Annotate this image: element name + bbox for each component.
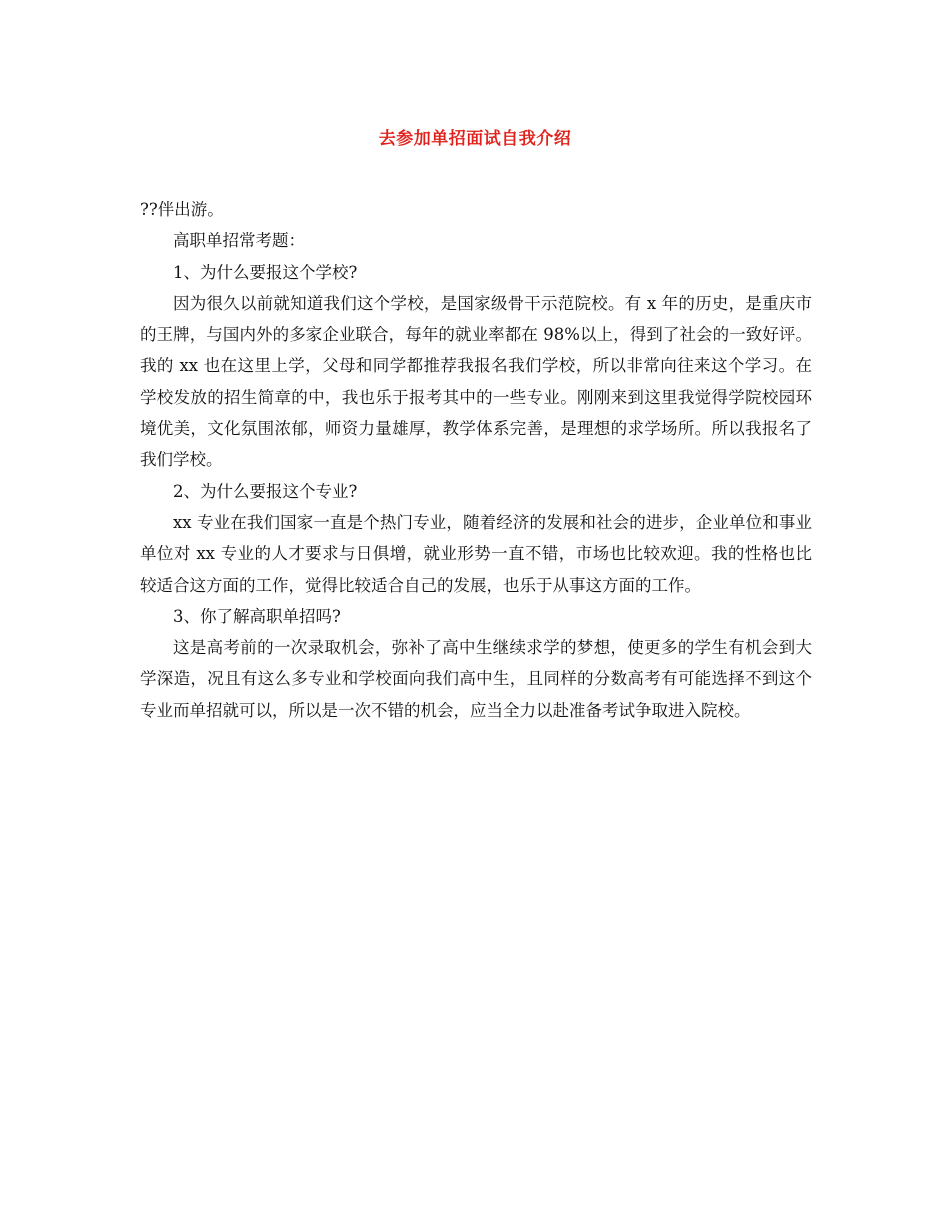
question-3-heading: 3、你了解高职单招吗?: [173, 606, 341, 626]
paragraph-intro-fragment: ??伴出游。: [140, 200, 224, 219]
question-3-answer: 这是高考前的一次录取机会，弥补了高中生继续求学的梦想，使更多的学生有机会到大学深造，况且有这么多专业和学校面向我们高中生，且同样的分数高考有可能选择不到这个专业而单招就可以，所以是一次不错的机会，应当全力以赴准备考试争取进入院校。: [140, 638, 812, 720]
document-title: 去参加单招面试自我介绍: [378, 129, 572, 149]
question-2-answer: xx 专业在我们国家一直是个热门专业，随着经济的发展和社会的进步，企业单位和事业单位对 xx 专业的人才要求与日俱增，就业形势一直不错，市场也比较欢迎。我的性格也比较适合这方面的工作，觉得比较适合自己的发展，也乐于从事这方面的工作。: [140, 512, 812, 595]
paragraph-section-heading: 高职单招常考题：: [173, 231, 305, 251]
question-1-heading: 1、为什么要报这个学校?: [173, 262, 358, 282]
question-1-answer: 因为很久以前就知道我们这个学校，是国家级骨干示范院校。有 x 年的历史，是重庆市的王牌，与国内外的多家企业联合，每年的就业率都在 98%以上，得到了社会的一致好评。我的 xx 也在这里上学，父母和同学都推荐我报名我们学校，所以非常向往来这个学习。在学校发放的招生简章的中，我也乐于报考其中的一些专业。刚刚来到这里我觉得学院校园环境优美，文化氛围浓郁，师资力量雄厚，教学体系完善，是理想的求学场所。所以我报名了我们学校。: [140, 293, 812, 470]
question-2-heading: 2、为什么要报这个专业?: [173, 481, 358, 501]
document-body: [140, 194, 812, 726]
